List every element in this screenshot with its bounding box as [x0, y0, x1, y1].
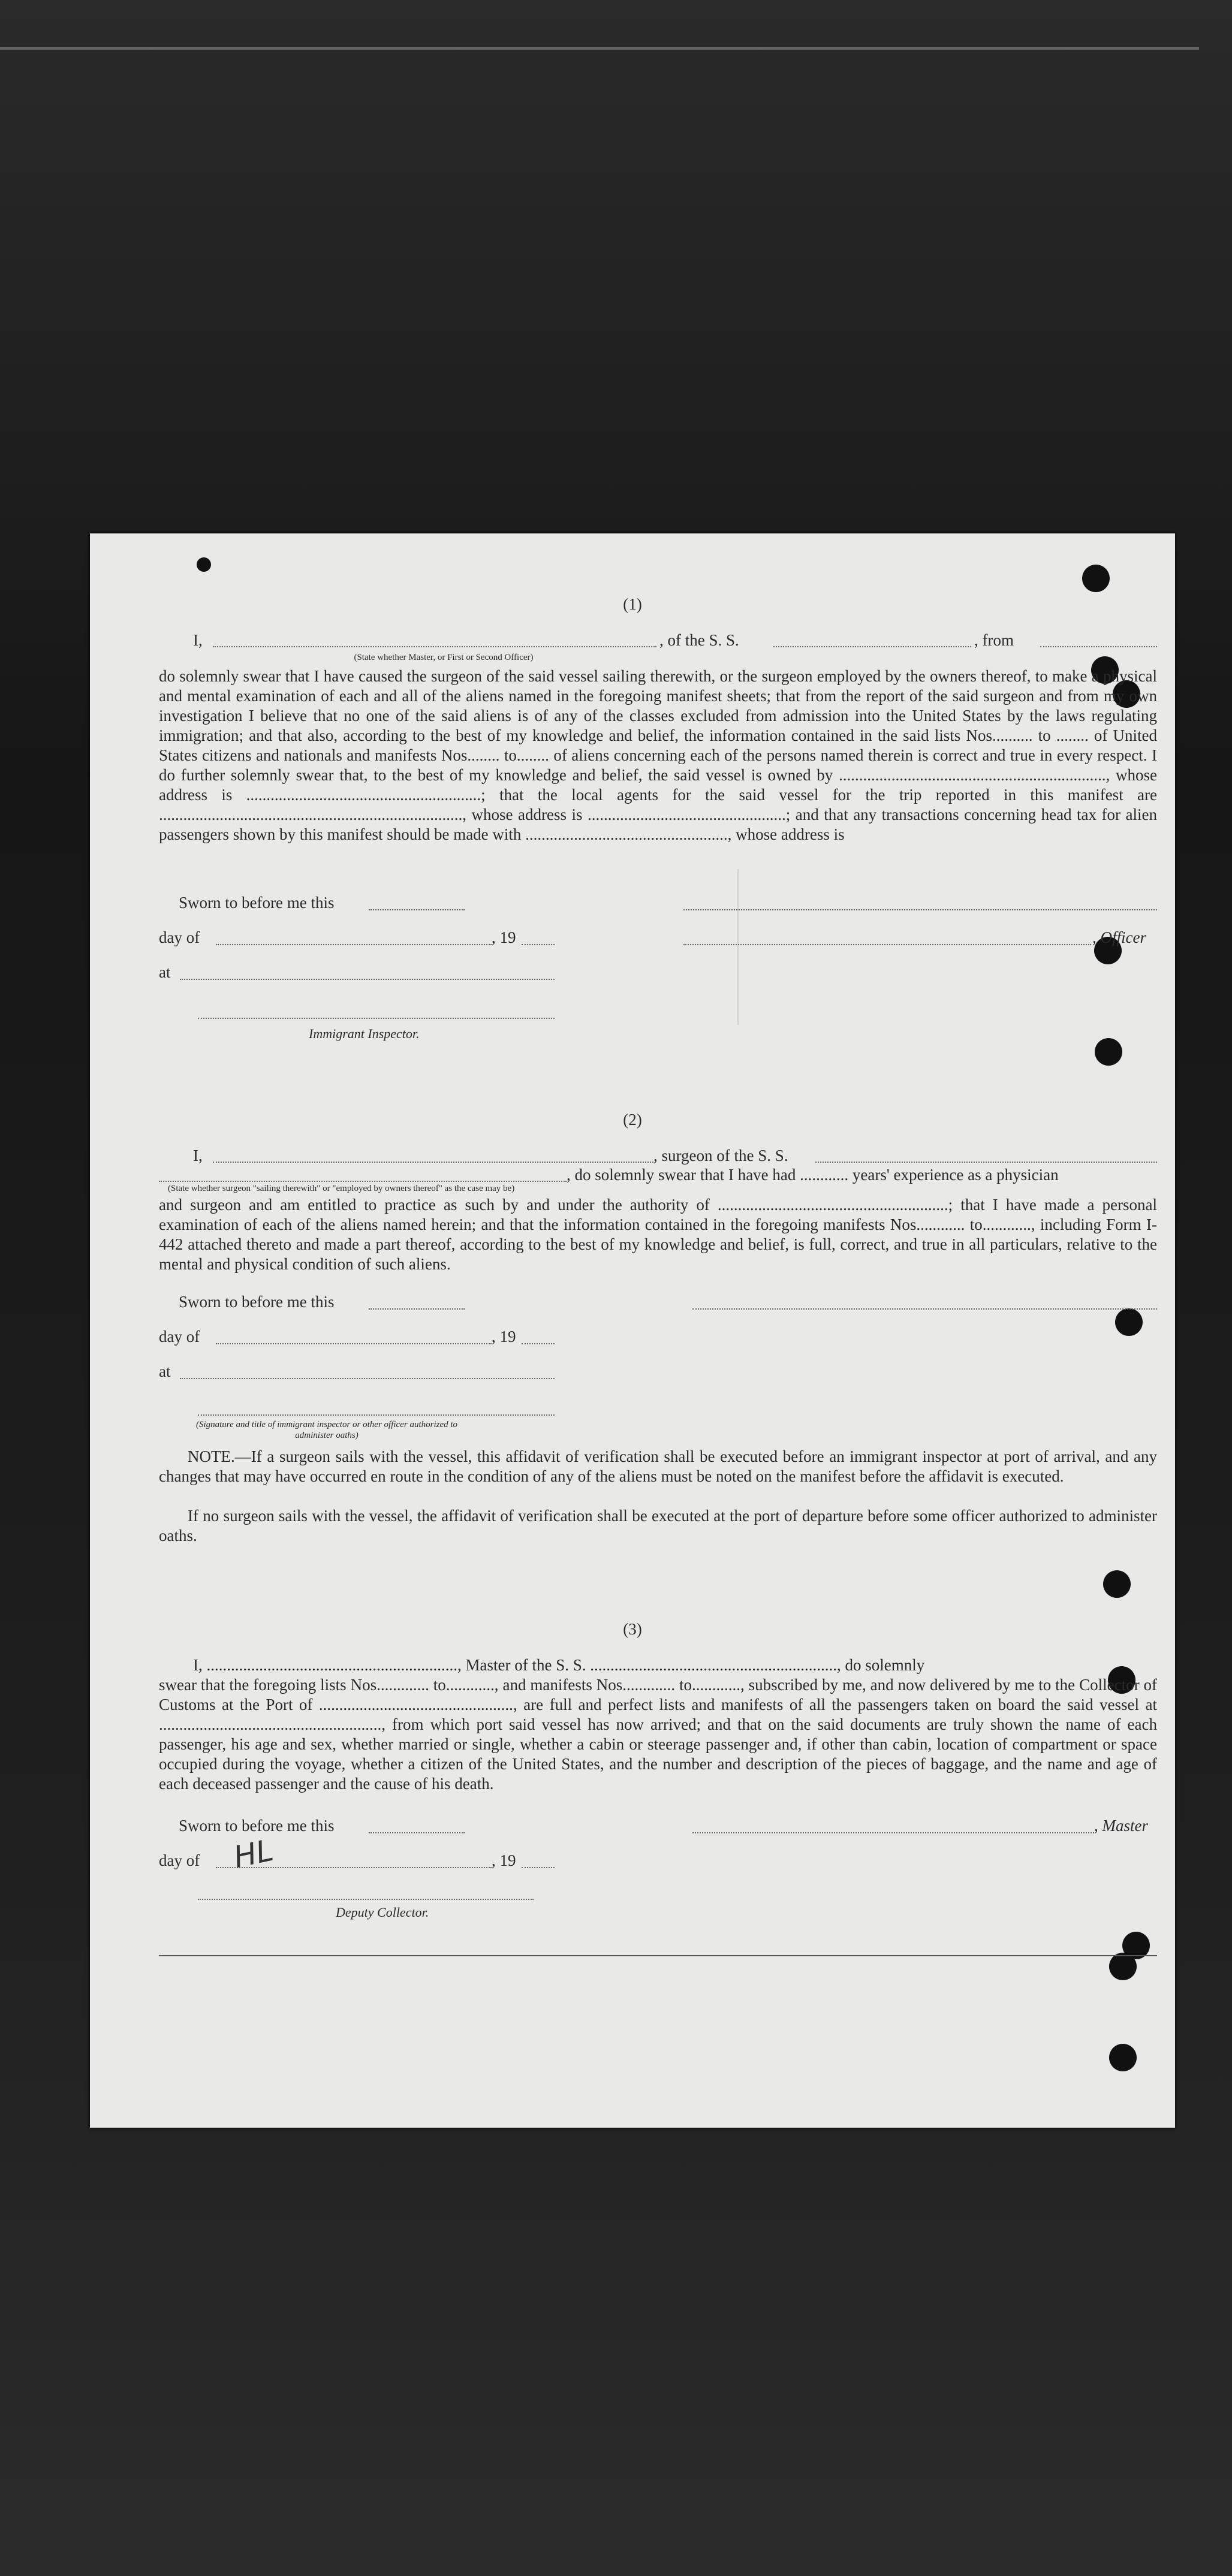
binder-hole: [1095, 1038, 1122, 1066]
film-edge-line: [0, 47, 1199, 50]
section-2-state-note: (State whether surgeon "sailing therewith" or "employed by owners thereof" as the case may be): [168, 1184, 515, 1193]
section-3-sworn: Sworn to before me this: [179, 1817, 335, 1835]
master-signature-line: [692, 1832, 1094, 1833]
officer-signature-line-1: [683, 909, 1157, 910]
section-1-ss-label: , of the S. S.: [659, 631, 739, 649]
collector-signature-line: [198, 1899, 534, 1900]
section-1-inspector: Immigrant Inspector.: [309, 1026, 420, 1041]
officer-signature-line-2: [683, 944, 1091, 945]
at-place-line-2: [180, 1378, 555, 1379]
section-2-day-of: day of: [159, 1328, 200, 1346]
section-1-state-note: (State whether Master, or First or Second Officer): [354, 653, 534, 662]
vessel-name-line: [773, 646, 971, 647]
manifest-sheet: [90, 533, 1175, 2128]
sworn-date-line-3: [369, 1832, 465, 1833]
section-2-i-label: I,: [193, 1147, 203, 1165]
section-1-body: do solemnly swear that I have caused the surgeon of the said vessel sailing therewith, or the surgeon employed by the owners thereof, to make a physical and mental examination of each and all of the aliens named in the foregoing manifest sheets; that from the report of the said surgeon and from my own investigation I believe that no one of the said aliens is of any of the classes excluded from admission into the United States by the laws regulating immigration; and that also, according to the best of my knowledge and belief, the information contained in the said lists Nos.......... to ........ of United States citizens and nationals and manifests Nos........ to........ of aliens concerning each of the persons named therein is correct and true in every respect. I do further solemnly swear that, to the best of my knowledge and belief, the said vessel is owned by .................................................................., whose address is ..........................................................; that the local agents for the said vessel for the trip reported in this manifest are ..........................................................................., whose address is .................................................; and that any transactions concerning head tax for alien passengers shown by this manifest should be made with .................................................., whose address is: [159, 667, 1157, 843]
section-2-surgeon-label: , surgeon of the S. S.: [653, 1147, 788, 1165]
section-1-from-label: , from: [974, 631, 1014, 649]
section-1-i-label: I,: [193, 631, 203, 649]
binder-hole: [1109, 1953, 1137, 1980]
section-1-sworn: Sworn to before me this: [179, 894, 335, 912]
bleed-through-stamp: [737, 869, 990, 1025]
section-2-note-2: If no surgeon sails with the vessel, the affidavit of verification shall be executed at the port of departure before some officer authorized to administer oaths.: [159, 1507, 1157, 1545]
section-2-number: (2): [623, 1111, 642, 1129]
officer-authorized-line: [198, 1414, 555, 1416]
section-1-year: , 19: [492, 928, 516, 946]
year-line: [522, 944, 555, 945]
binder-hole: [1109, 2044, 1137, 2071]
binder-hole: [197, 557, 211, 572]
sworn-date-line: [369, 909, 465, 910]
section-3-body: swear that the foregoing lists Nos............. to............, and manifests Nos............. to............, subscribed by me, and now delivered by me to the Collector of Customs at the Port of ................................................, are full and perfect lists and manifests of all the passengers taken on board the said vessel at ......................................................., from which port said vessel has now arrived; and that on the said documents are truly shown the name of each passenger, his age and sex, whether married or single, whether a cabin or steerage passenger and, if other than cabin, location of compartment or space occupied during the voyage, whether a citizen of the United States, and the number and description of the pieces of baggage, and the name and age of each deceased passenger and the cause of his death.: [159, 1676, 1157, 1793]
inspector-signature-line: [198, 1018, 555, 1019]
year-line-2: [522, 1343, 555, 1344]
binder-hole: [1115, 1308, 1143, 1336]
section-1-officer: , Officer: [1092, 928, 1146, 946]
section-2-body: and surgeon and am entitled to practice as such by and under the authority of .........................................................; that I have made a personal examination of each of the aliens named herein; and that the information contained in the foregoing manifests Nos............ to............, including Form I-442 attached thereto and made a part thereof, according to the best of my knowledge and belief, is full, correct, and true in all particulars, relative to the mental and physical condition of such aliens.: [159, 1196, 1157, 1273]
section-1-day-of: day of: [159, 928, 200, 946]
from-port-line: [1040, 646, 1157, 647]
surgeon-vessel-line: [815, 1162, 1157, 1163]
section-3-collector: Deputy Collector.: [336, 1905, 429, 1920]
section-2-year: , 19: [492, 1328, 516, 1346]
section-3-year: , 19: [492, 1851, 516, 1869]
sworn-date-line-2: [369, 1308, 465, 1310]
section-1-at: at: [159, 963, 171, 981]
section-2-sworn: Sworn to before me this: [179, 1293, 335, 1311]
section-2-swear: , do solemnly swear that I have had ............ years' experience as a physician: [567, 1166, 1059, 1184]
master-name-line: [213, 646, 656, 647]
surgeon-name-line: [213, 1162, 653, 1163]
bottom-rule: [159, 1955, 1157, 1956]
year-line-3: [522, 1867, 555, 1868]
section-2-sig-note: (Signature and title of immigrant inspector or other officer authorized to administer oaths): [195, 1420, 458, 1440]
binder-hole: [1082, 565, 1110, 592]
day-line: [216, 944, 492, 945]
section-3-day-of: day of: [159, 1851, 200, 1869]
at-place-line: [180, 979, 555, 980]
section-1-number: (1): [623, 595, 642, 613]
surgeon-signature-line: [692, 1308, 1157, 1310]
surgeon-status-line: [159, 1181, 567, 1182]
binder-hole: [1103, 1570, 1131, 1598]
section-3-master: , Master: [1094, 1817, 1148, 1835]
day-line-2: [216, 1343, 492, 1344]
section-3-line-1: I, .............................................................., Master of the S. S. ............................................................., do solemnly: [193, 1656, 925, 1674]
section-2-note: NOTE.—If a surgeon sails with the vessel, this affidavit of verification shall be executed before an immigrant inspector at port of arrival, and any changes that may have occurred en route in the condition of any of the aliens must be noted on the manifest before the affidavit is executed.: [159, 1447, 1157, 1485]
handwritten-initials: HL: [230, 1832, 276, 1875]
section-3-number: (3): [623, 1620, 642, 1638]
section-2-at: at: [159, 1362, 171, 1380]
